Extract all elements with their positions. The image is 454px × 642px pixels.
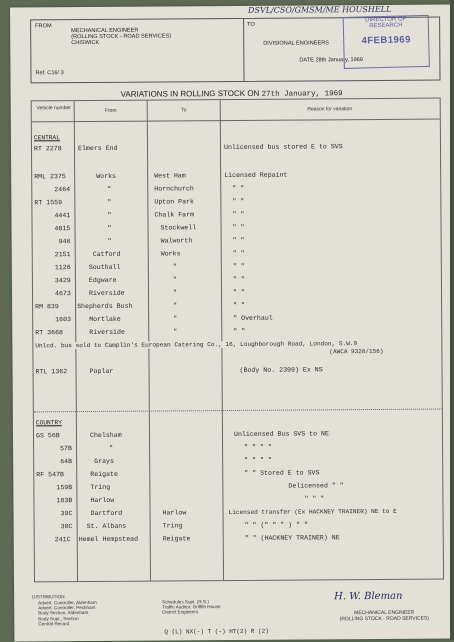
reason-cell: " " — [233, 301, 245, 309]
vehicle-number: RT 2278 — [33, 145, 62, 153]
sold-note: Unlcd. bus sold to Camplin's European Catering Co., 16, Loughborough Road, London, S.W.9 — [35, 340, 358, 350]
to-cell: Upton Park — [154, 198, 194, 206]
reason-cell: " " — [232, 210, 245, 218]
vehicle-number: RT 3668 — [35, 329, 64, 337]
vehicle-number: 30C — [60, 523, 73, 531]
reason-cell: " " — [233, 327, 246, 335]
vehicle-number: GS 56B — [35, 432, 60, 440]
from-cell: Elmers End — [77, 144, 118, 153]
distribution-item: Body Section, Aldenham — [38, 610, 89, 616]
distribution-heading: DISTRIBUTION — [32, 594, 65, 600]
from-cell: " — [107, 224, 112, 232]
to-cell: West Ham — [154, 172, 186, 180]
from-cell: Southall — [88, 263, 121, 271]
distribution-item: Body Supt., Section — [38, 615, 79, 621]
from-cell: Riverside — [89, 328, 125, 336]
from-line-2: (ROLLING STOCK - ROAD SERVICES) — [71, 33, 172, 41]
from-cell: Shepherds Bush — [77, 302, 133, 311]
from-label: FROM — [35, 23, 52, 30]
document-sheet — [10, 4, 454, 641]
from-line-1: MECHANICAL ENGINEER — [71, 27, 139, 35]
reason-cell: " Overhaul — [233, 314, 273, 322]
to-cell: Tring — [162, 522, 183, 530]
from-cell: " — [107, 198, 112, 206]
vehicle-number: RF 547B — [36, 471, 64, 479]
to-cell: Works — [160, 250, 181, 258]
vehicle-number: 39C — [60, 510, 73, 518]
to-cell: Harlow — [162, 509, 187, 517]
signature-title — [324, 610, 444, 623]
col-vehicle: Vehicle number — [36, 105, 71, 112]
reason-cell: (Body No. 2399) Ex NS — [239, 366, 323, 374]
from-cell: St. Albans — [86, 522, 127, 531]
reason-cell: " " " " — [244, 443, 272, 451]
vehicle-number: 2151 — [54, 251, 71, 259]
vehicle-number: 57B — [60, 445, 72, 453]
distribution-item: Central Record — [38, 620, 70, 627]
from-cell: Riverside — [88, 289, 125, 297]
from-cell: Mortlake — [89, 315, 121, 323]
title-date: 27th January, 1969 — [261, 90, 343, 99]
to-label: TO — [247, 21, 255, 28]
from-line-3: CHISWICK — [71, 39, 100, 47]
from-cell: " — [107, 211, 112, 219]
distribution-item: Advert. Controller, Peckham — [38, 605, 96, 611]
to-cell: " — [172, 263, 177, 271]
sold-reference: (AWCA 9320/156) — [329, 347, 384, 356]
vehicle-number: 1126 — [54, 264, 71, 272]
reason-cell: " " " " — [244, 456, 272, 464]
reason-cell: " " — [232, 236, 245, 244]
stamp-line-2: RESEARCH — [369, 22, 403, 30]
reason-cell: " " — [232, 249, 245, 257]
from-cell: Poplar — [89, 367, 114, 375]
reason-cell: Licensed Repaint — [224, 171, 288, 180]
date: DATE 28th January, 1969 — [299, 57, 363, 64]
from-cell: Dartford — [90, 509, 123, 517]
to-cell: " — [172, 289, 177, 297]
reason-cell: " " — [232, 275, 245, 283]
reason-cell: Licensed transfer (Ex HACKNEY TRAINER) NE to E — [228, 507, 397, 517]
from-cell: Catford — [92, 250, 121, 258]
reason-cell: " " (HACKNEY TRAINER) NE — [244, 534, 340, 542]
from-cell: Grays — [94, 457, 114, 465]
to-cell: Walworth — [160, 237, 193, 245]
to-cell: " — [173, 328, 178, 336]
reason-cell: " " " — [304, 495, 325, 503]
vehicle-number: RT 1559 — [34, 199, 63, 207]
signature: H. W. Bleman — [334, 590, 403, 603]
from-cell: " — [107, 237, 112, 245]
signature-title-line-2: (ROLLING STOCK - ROAD SERVICES) — [339, 615, 429, 623]
reason-cell: " " — [232, 197, 245, 205]
col-reason: Reason for variation — [307, 106, 353, 113]
reason-cell: " " — [232, 288, 245, 296]
footer-code: Q (L) NX(-) T (-) HT(2) R (2) — [164, 627, 269, 636]
stamp-date: 4FEB1969 — [361, 34, 412, 47]
vehicle-number: RM 839 — [35, 303, 59, 311]
reason-cell: " " (" " " ) " " — [244, 521, 308, 529]
col-to: To — [181, 107, 187, 114]
from-cell: " — [107, 185, 112, 193]
from-cell: Harlow — [90, 496, 115, 504]
vehicle-number: 64B — [60, 458, 73, 466]
reference: Ref. C16/ 3 — [35, 70, 64, 77]
vehicle-number: 183B — [56, 497, 73, 505]
vehicle-number: 1603 — [55, 316, 72, 324]
to-cell: Hornchurch — [154, 185, 194, 193]
distribution-item: Advert. Controller, Aldenham — [38, 599, 97, 606]
from-cell: Edgware — [88, 276, 117, 284]
to-line: DIVISIONAL ENGINEERS — [263, 40, 329, 47]
from-cell: Tring — [90, 483, 111, 491]
reason-cell: Delicensed " " — [288, 482, 344, 490]
to-cell: Chalk Farm — [154, 211, 195, 219]
distribution-list — [32, 594, 221, 627]
from-cell: Chelsham — [89, 431, 122, 439]
section-country: COUNTRY — [35, 419, 62, 427]
vehicle-number: 4673 — [54, 290, 71, 298]
handwritten-routing: DSVL/CSO/GMSM/ME HOUSHELL — [247, 4, 392, 15]
received-stamp — [343, 15, 430, 69]
reason-cell: " " — [232, 223, 245, 231]
stamp-line-1: DIRECTOR OF — [365, 16, 407, 24]
vehicle-number: 946 — [58, 238, 71, 246]
vehicle-number: 159B — [56, 484, 73, 492]
to-cell: " — [173, 302, 178, 310]
col-from: From — [104, 107, 117, 114]
reason-cell: " " — [232, 184, 245, 192]
distribution-item: Schedules Supt. (R.S.) — [162, 599, 209, 605]
distribution-item: Traffic Auditor, Griffith House — [162, 604, 221, 610]
signature-title-line-1: MECHANICAL ENGINEER — [354, 609, 415, 617]
vehicle-number: RTL 1362 — [35, 368, 68, 376]
to-cell: Stockwell — [160, 224, 197, 232]
vehicle-number: 241C — [54, 536, 71, 544]
to-cell: Reigate — [162, 535, 191, 543]
reason-cell: " " Stored E to SVS — [244, 469, 320, 477]
vehicle-number: 4441 — [54, 212, 71, 220]
to-cell: " — [172, 276, 177, 284]
from-cell: Works — [96, 172, 117, 180]
variations-table — [31, 98, 444, 583]
from-cell: " — [109, 444, 114, 452]
title-prefix: VARIATIONS IN ROLLING STOCK ON — [120, 88, 260, 99]
reason-cell: " " — [232, 262, 245, 270]
reason-cell: Unlicensed bus stored E to SVS — [223, 143, 343, 152]
vehicle-number: RML 2375 — [34, 173, 66, 181]
from-cell: Hemel Hempstead — [78, 535, 139, 544]
reason-cell: Unlicensed Bus SVS to NE — [233, 430, 329, 438]
vehicle-number: 4815 — [54, 225, 71, 233]
distribution-item: District Engineers — [162, 609, 199, 615]
vehicle-number: 2464 — [54, 186, 71, 194]
section-central: CENTRAL — [33, 134, 60, 142]
to-cell: " — [173, 315, 178, 323]
vehicle-number: 3429 — [54, 277, 71, 285]
from-cell: Reigate — [90, 470, 118, 478]
